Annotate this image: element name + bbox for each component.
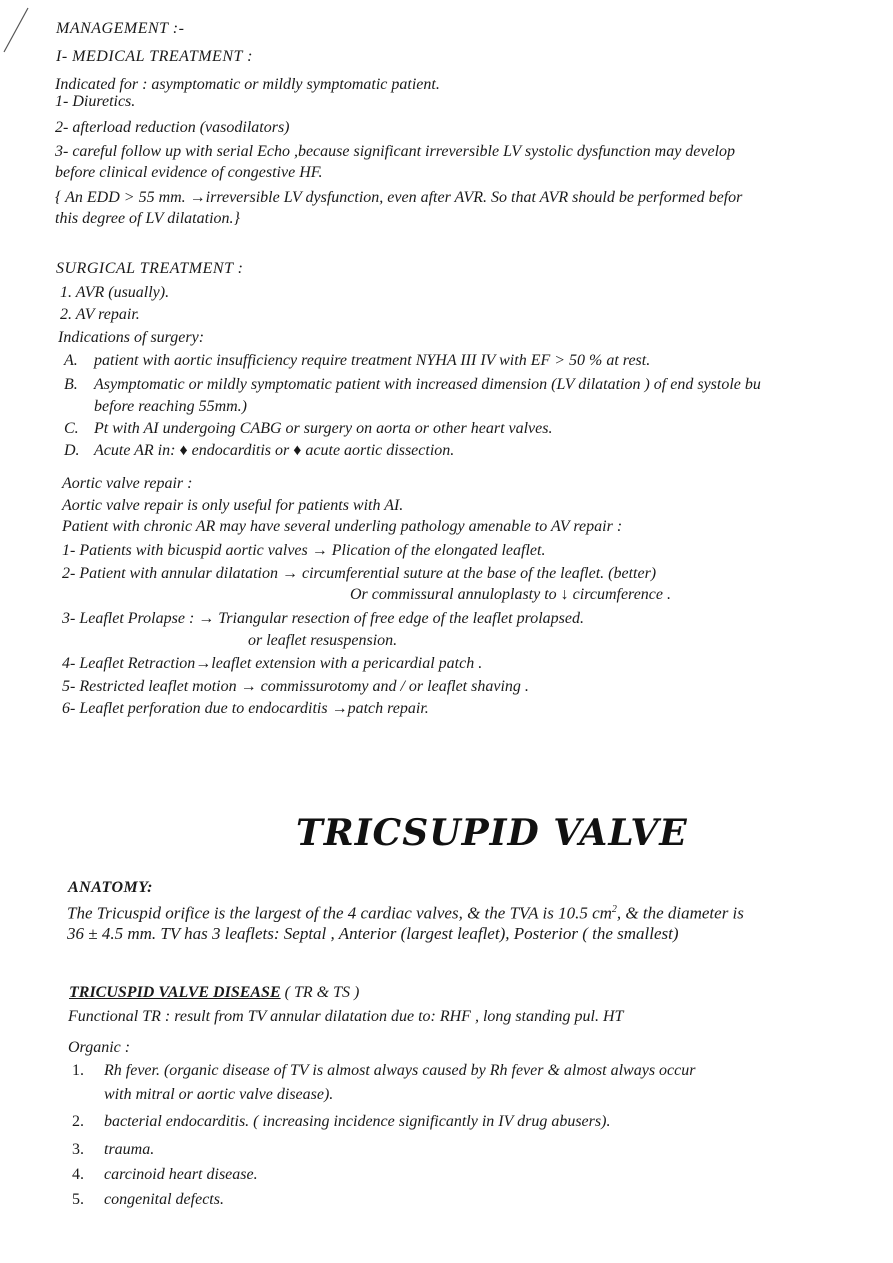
organic-item: 1. Rh fever. (organic disease of TV is almost always caused by Rh fever & almost always occur <box>72 1062 696 1079</box>
anatomy-line: 36 ± 4.5 mm. TV has 3 leaflets: Septal , Anterior (largest leaflet), Posterior ( the smallest) <box>67 924 679 943</box>
repair-item-alt: Or commissural annuloplasty to ↓ circumference . <box>350 586 671 603</box>
organic-heading: Organic : <box>68 1039 131 1056</box>
repair-item: 1- Patients with bicuspid aortic valves → Plication of the elongated leaflet. <box>62 542 546 559</box>
medical-treatment-heading: I- MEDICAL TREATMENT : <box>56 48 253 65</box>
repair-item: 3- Leaflet Prolapse : → Triangular resection of free edge of the leaflet prolapsed. <box>62 610 584 627</box>
indication-item: A. patient with aortic insufficiency require treatment NYHA III IV with EF > 50 % at rest. <box>64 352 651 369</box>
medical-item: before clinical evidence of congestive HF. <box>55 164 323 181</box>
organic-item: 3. trauma. <box>72 1141 155 1158</box>
disease-heading: TRICUSPID VALVE DISEASE ( TR & TS ) <box>69 984 360 1001</box>
surgical-option: 2. AV repair. <box>60 306 140 323</box>
management-heading: MANAGEMENT :- <box>56 20 185 37</box>
surgical-treatment-heading: SURGICAL TREATMENT : <box>56 260 244 277</box>
repair-heading: Aortic valve repair : <box>62 475 193 492</box>
medical-item: 2- afterload reduction (vasodilators) <box>55 119 290 136</box>
organic-item: 2. bacterial endocarditis. ( increasing incidence significantly in IV drug abusers). <box>72 1113 611 1130</box>
indication-item: B. Asymptomatic or mildly symptomatic patient with increased dimension (LV dilatation ) of end systole bu <box>64 376 761 393</box>
organic-item: with mitral or aortic valve disease). <box>104 1086 334 1103</box>
section-title: TRICSUPID VALVE <box>296 812 688 854</box>
repair-intro: Aortic valve repair is only useful for patients with AI. <box>62 497 404 514</box>
surgical-option: 1. AVR (usually). <box>60 284 170 301</box>
pen-stroke-mark <box>0 0 40 60</box>
medical-indication: Indicated for : asymptomatic or mildly symptomatic patient. <box>55 76 440 93</box>
medical-item: 1- Diuretics. <box>55 93 136 110</box>
repair-intro: Patient with chronic AR may have several underling pathology amenable to AV repair : <box>62 518 623 535</box>
functional-tr: Functional TR : result from TV annular dilatation due to: RHF , long standing pul. HT <box>68 1008 624 1025</box>
indication-item: D. Acute AR in: ♦ endocarditis or ♦ acute aortic dissection. <box>64 442 455 459</box>
indications-heading: Indications of surgery: <box>58 329 205 346</box>
repair-item: 5- Restricted leaflet motion → commissurotomy and / or leaflet shaving . <box>62 678 529 695</box>
anatomy-heading: ANATOMY: <box>68 879 153 896</box>
repair-item: 2- Patient with annular dilatation → circumferential suture at the base of the leaflet. (better) <box>62 565 657 582</box>
anatomy-line: The Tricuspid orifice is the largest of the 4 cardiac valves, & the TVA is 10.5 $cm^2$, & the diameter is <box>67 903 744 923</box>
repair-item: 6- Leaflet perforation due to endocarditis →patch repair. <box>62 700 429 717</box>
repair-item: 4- Leaflet Retraction→leaflet extension with a pericardial patch . <box>62 655 483 672</box>
medical-note: { An EDD > 55 mm. →irreversible LV dysfunction, even after AVR. So that AVR should be performed befor <box>55 189 743 206</box>
repair-item-alt: or leaflet resuspension. <box>248 632 398 649</box>
medical-note: this degree of LV dilatation.} <box>55 210 240 227</box>
indication-item: C. Pt with AI undergoing CABG or surgery on aorta or other heart valves. <box>64 420 553 437</box>
medical-item: 3- careful follow up with serial Echo ,because significant irreversible LV systolic dysfunction may develop <box>55 143 736 160</box>
organic-item: 5. congenital defects. <box>72 1191 224 1208</box>
indication-item: before reaching 55mm.) <box>94 398 247 415</box>
organic-item: 4. carcinoid heart disease. <box>72 1166 258 1183</box>
